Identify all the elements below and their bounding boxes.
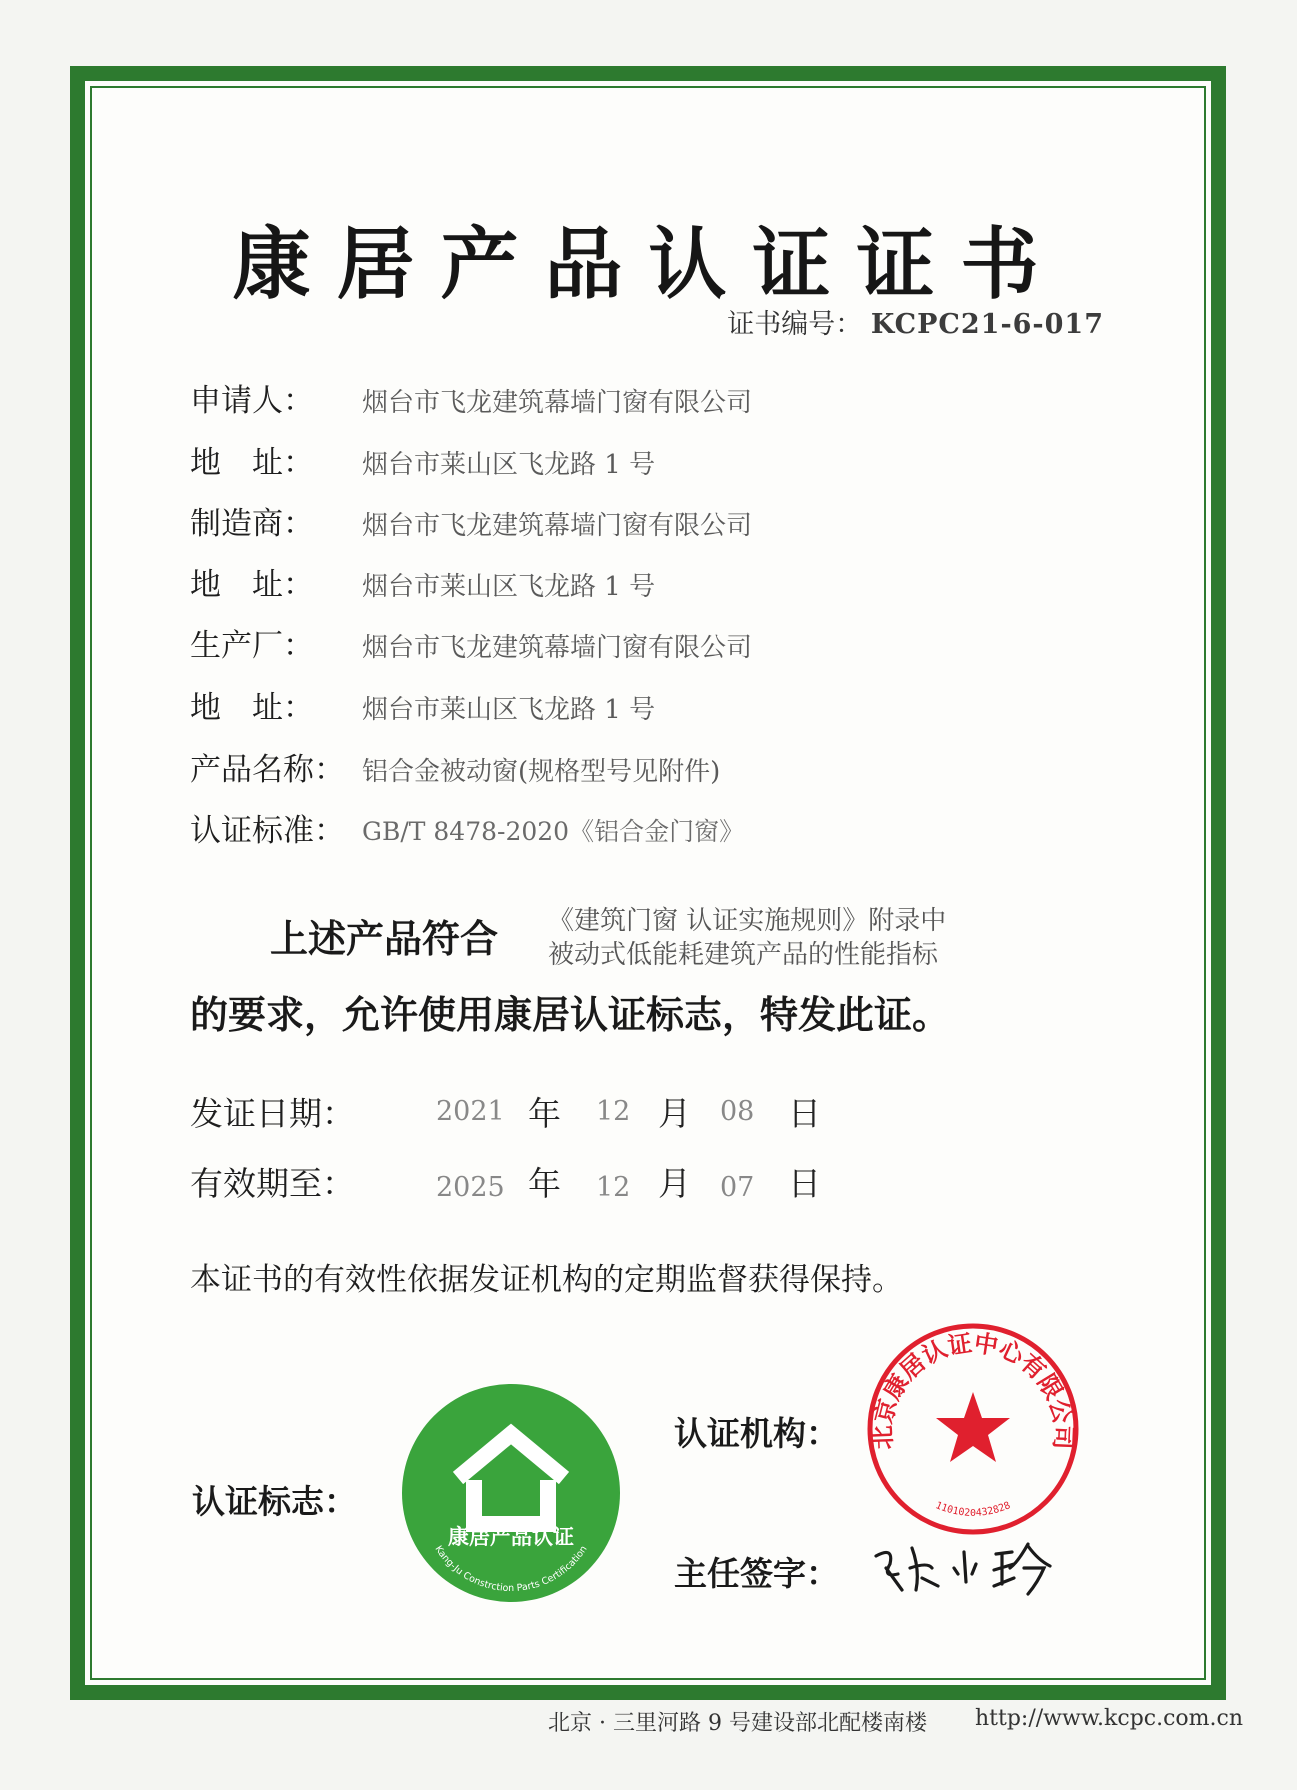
footer-address: 北京 · 三里河路 9 号建设部北配楼南楼 — [548, 1711, 927, 1736]
expiry-day-unit: 日 — [788, 1164, 821, 1203]
footer-url: http://www.kcpc.com.cn — [975, 1706, 1244, 1731]
validity-note: 本证书的有效性依据发证机构的定期监督获得保持。 — [190, 1262, 903, 1298]
issue-day: 08 — [720, 1096, 755, 1127]
applicant-address-label: 地 址： — [190, 445, 314, 481]
certificate-number-value: KCPC21-6-017 — [870, 309, 1104, 340]
expiry-date-label: 有效期至： — [190, 1164, 355, 1203]
seal-text-path: 北京康居认证中心有限公司 — [868, 1329, 1078, 1450]
manufacturer-label: 制造商： — [190, 506, 314, 542]
signature-stroke-3 — [994, 1544, 1050, 1594]
issue-month-unit: 月 — [658, 1094, 691, 1133]
issue-year-unit: 年 — [528, 1094, 561, 1133]
factory-label: 生产厂： — [190, 628, 314, 664]
kangju-certification-logo — [400, 1382, 622, 1604]
issue-month: 12 — [596, 1096, 631, 1127]
seal-star-icon — [936, 1392, 1010, 1462]
conformity-rule-line2: 被动式低能耗建筑产品的性能指标 — [548, 940, 939, 970]
standard-label: 认证标准： — [190, 813, 345, 849]
factory-address-label: 地 址： — [190, 690, 314, 726]
standard-value: GB/T 8478-2020《铝合金门窗》 — [362, 817, 745, 846]
logo-en-textpath: Kang-Ju Constrction Parts Certification — [432, 1543, 590, 1595]
logo-cn-text: 康居产品认证 — [448, 1525, 574, 1549]
seal-code-path: 1101020432828 — [933, 1500, 1013, 1519]
manufacturer-value: 烟台市飞龙建筑幕墙门窗有限公司 — [362, 511, 753, 541]
certificate-number-label: 证书编号： — [727, 309, 863, 340]
manufacturer-address-value: 烟台市莱山区飞龙路 1 号 — [362, 572, 656, 602]
issue-year: 2021 — [436, 1096, 505, 1127]
product-name-label: 产品名称： — [190, 752, 345, 788]
expiry-year-unit: 年 — [528, 1164, 561, 1203]
applicant-label: 申请人： — [190, 383, 314, 419]
expiry-year: 2025 — [436, 1172, 505, 1203]
conformity-tail: 的要求，允许使用康居认证标志，特发此证。 — [190, 993, 951, 1037]
issue-date-label: 发证日期： — [190, 1094, 355, 1133]
expiry-day: 07 — [720, 1172, 755, 1203]
official-seal — [862, 1318, 1084, 1540]
certificate-number — [727, 302, 1104, 341]
handwritten-signature — [868, 1534, 1058, 1604]
expiry-month-unit: 月 — [658, 1164, 691, 1203]
logo-circle — [402, 1384, 620, 1602]
manufacturer-address-label: 地 址： — [190, 567, 314, 603]
applicant-address-value: 烟台市莱山区飞龙路 1 号 — [362, 450, 656, 480]
expiry-month: 12 — [596, 1172, 631, 1203]
product-name-value: 铝合金被动窗(规格型号见附件) — [362, 757, 721, 787]
issue-day-unit: 日 — [788, 1094, 821, 1133]
factory-value: 烟台市飞龙建筑幕墙门窗有限公司 — [362, 633, 753, 663]
signature-stroke-2 — [954, 1552, 976, 1582]
certification-body-label: 认证机构： — [674, 1414, 839, 1453]
certificate-title: 康居产品认证证书 — [232, 220, 1065, 310]
conformity-lead: 上述产品符合 — [270, 917, 499, 961]
signature-stroke-1 — [876, 1548, 938, 1590]
certification-mark-label: 认证标志： — [192, 1482, 357, 1521]
director-signature-label: 主任签字： — [674, 1554, 839, 1593]
seal-code — [934, 1500, 1012, 1519]
applicant-value: 烟台市飞龙建筑幕墙门窗有限公司 — [362, 388, 753, 418]
factory-address-value: 烟台市莱山区飞龙路 1 号 — [362, 695, 656, 725]
conformity-rule-line1: 《建筑门窗 认证实施规则》附录中 — [548, 906, 947, 936]
